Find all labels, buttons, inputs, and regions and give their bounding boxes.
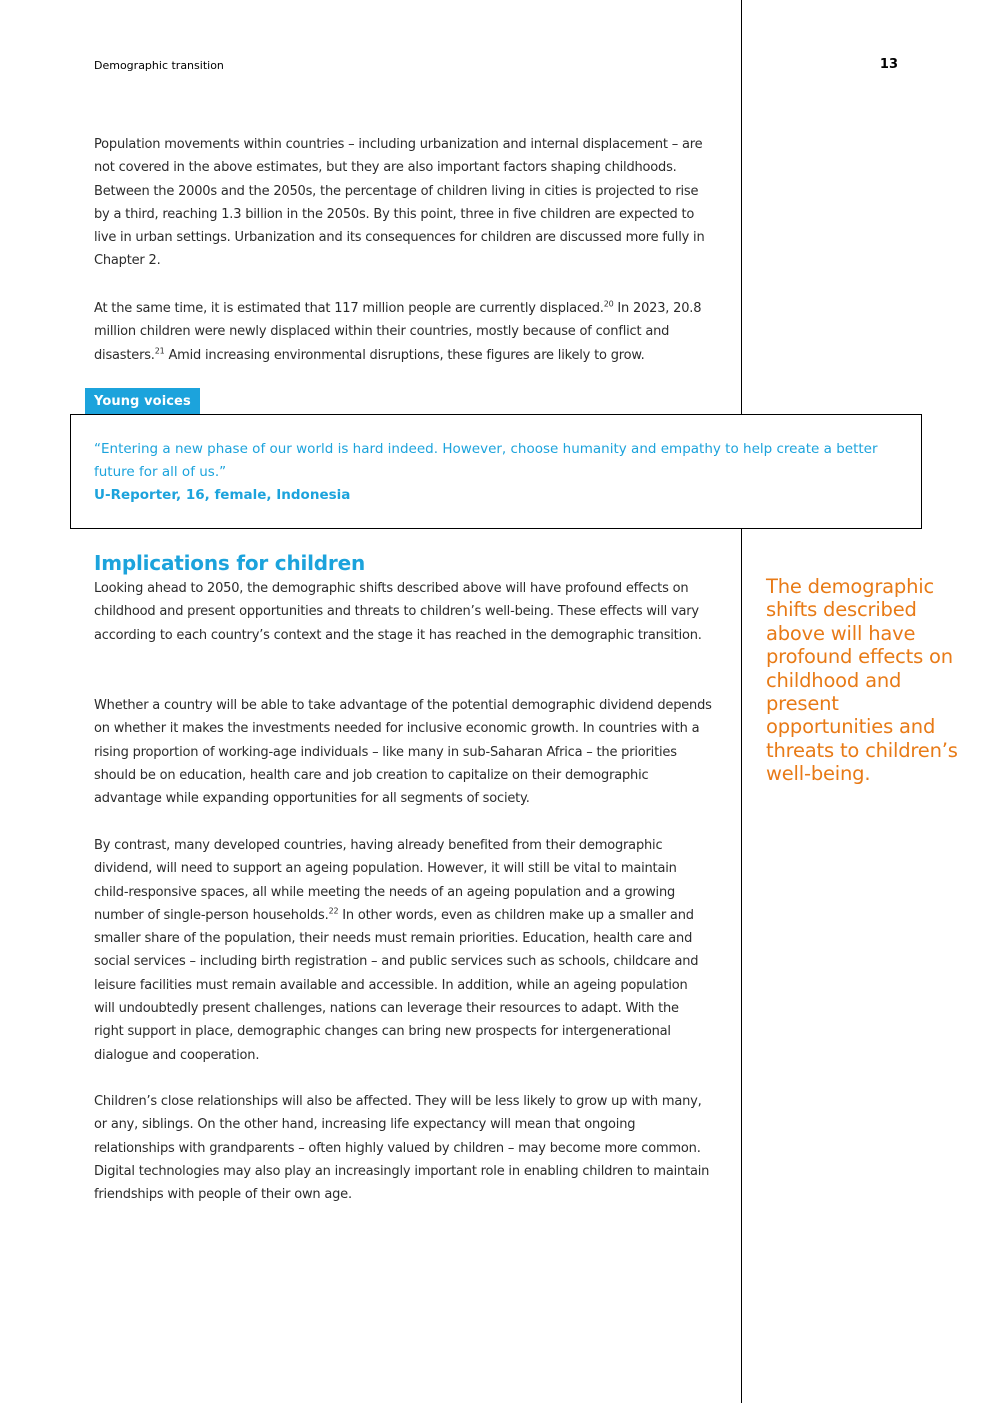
young-voices-label: Young voices [85, 388, 200, 414]
young-voices-quote: “Entering a new phase of our world is hard indeed. However, choose humanity and empathy to help create a better future for all of us.” [94, 441, 878, 480]
page-number: 13 [879, 57, 898, 72]
column-divider-rule [741, 0, 742, 1403]
implications-paragraph-2: Whether a country will be able to take advantage of the potential demographic dividend depends on whether it makes the investments needed for inclusive economic growth. In countries with a rising proportion of working-age individuals – like many in sub-Saharan Africa – the priorities should be on education, health care and job creation to capitalize on their demographic advantage while expanding opportunities for all segments of society. [94, 698, 712, 807]
young-voices-attribution: U-Reporter, 16, female, Indonesia [94, 487, 351, 503]
footnote-ref-20: 20 [603, 299, 614, 309]
implications-paragraph-4: Children’s close relationships will also be affected. They will be less likely to grow up with many, or any, siblings. On the other hand, increasing life expectancy will mean that ongoing relationships with grandparents – often highly valued by children – may become more common. Digital technologies may also play an increasingly important role in enabling children to maintain friendships with people of their own age. [94, 1094, 710, 1203]
displacement-text-part-2: In 2023, 20.8 million children were newly displaced within their countries, mostly because of conflict and disasters. [94, 301, 702, 363]
pull-quote: The demographic shifts described above will have profound effects on childhood and present opportunities and threats to children’s well-being. [766, 575, 958, 786]
footnote-ref-22: 22 [328, 906, 339, 916]
ageing-text-part-2: In other words, even as children make up a smaller and smaller share of the population, their needs must remain priorities. Education, health care and social services – including birth registration – and public services such as schools, childcare and leisure facilities must remain available and accessible. In addition, while an ageing population will undoubtedly present challenges, nations can leverage their resources to adapt. With the right support in place, demographic changes can bring new prospects for intergenerational dialogue and cooperation. [94, 907, 699, 1063]
ageing-text-part-1: By contrast, many developed countries, having already benefited from their demographic dividend, will need to support an ageing population. However, it will still be vital to maintain child-responsive spaces, all while meeting the needs of an ageing population and a growing number of single-person households. [94, 838, 677, 923]
displacement-text-part-1: At the same time, it is estimated that 117 million people are currently displaced. [94, 301, 604, 316]
implications-paragraph-1: Looking ahead to 2050, the demographic shifts described above will have profound effects on childhood and present opportunities and threats to children’s well-being. These effects will vary according to each country’s context and the stage it has reached in the demographic transition. [94, 581, 702, 643]
footnote-ref-21: 21 [154, 346, 165, 356]
intro-paragraph-displacement [94, 297, 712, 367]
running-header-title: Demographic transition [94, 59, 224, 72]
displacement-text-part-3: Amid increasing environmental disruptions, these figures are likely to grow. [164, 347, 645, 363]
intro-paragraph-urbanization: Population movements within countries – including urbanization and internal displacement – are not covered in the above estimates, but they are also important factors shaping childhoods. Between the 2000s and the 2050s, the percentage of children living in cities is projected to rise by a third, reaching 1.3 billion in the 2050s. By this point, three in five children are expected to live in urban settings. Urbanization and its consequences for children are discussed more fully in Chapter 2. [94, 137, 705, 269]
section-heading-implications: Implications for children [94, 551, 365, 575]
young-voices-box [70, 414, 922, 529]
implications-paragraph-3 [94, 834, 712, 1067]
